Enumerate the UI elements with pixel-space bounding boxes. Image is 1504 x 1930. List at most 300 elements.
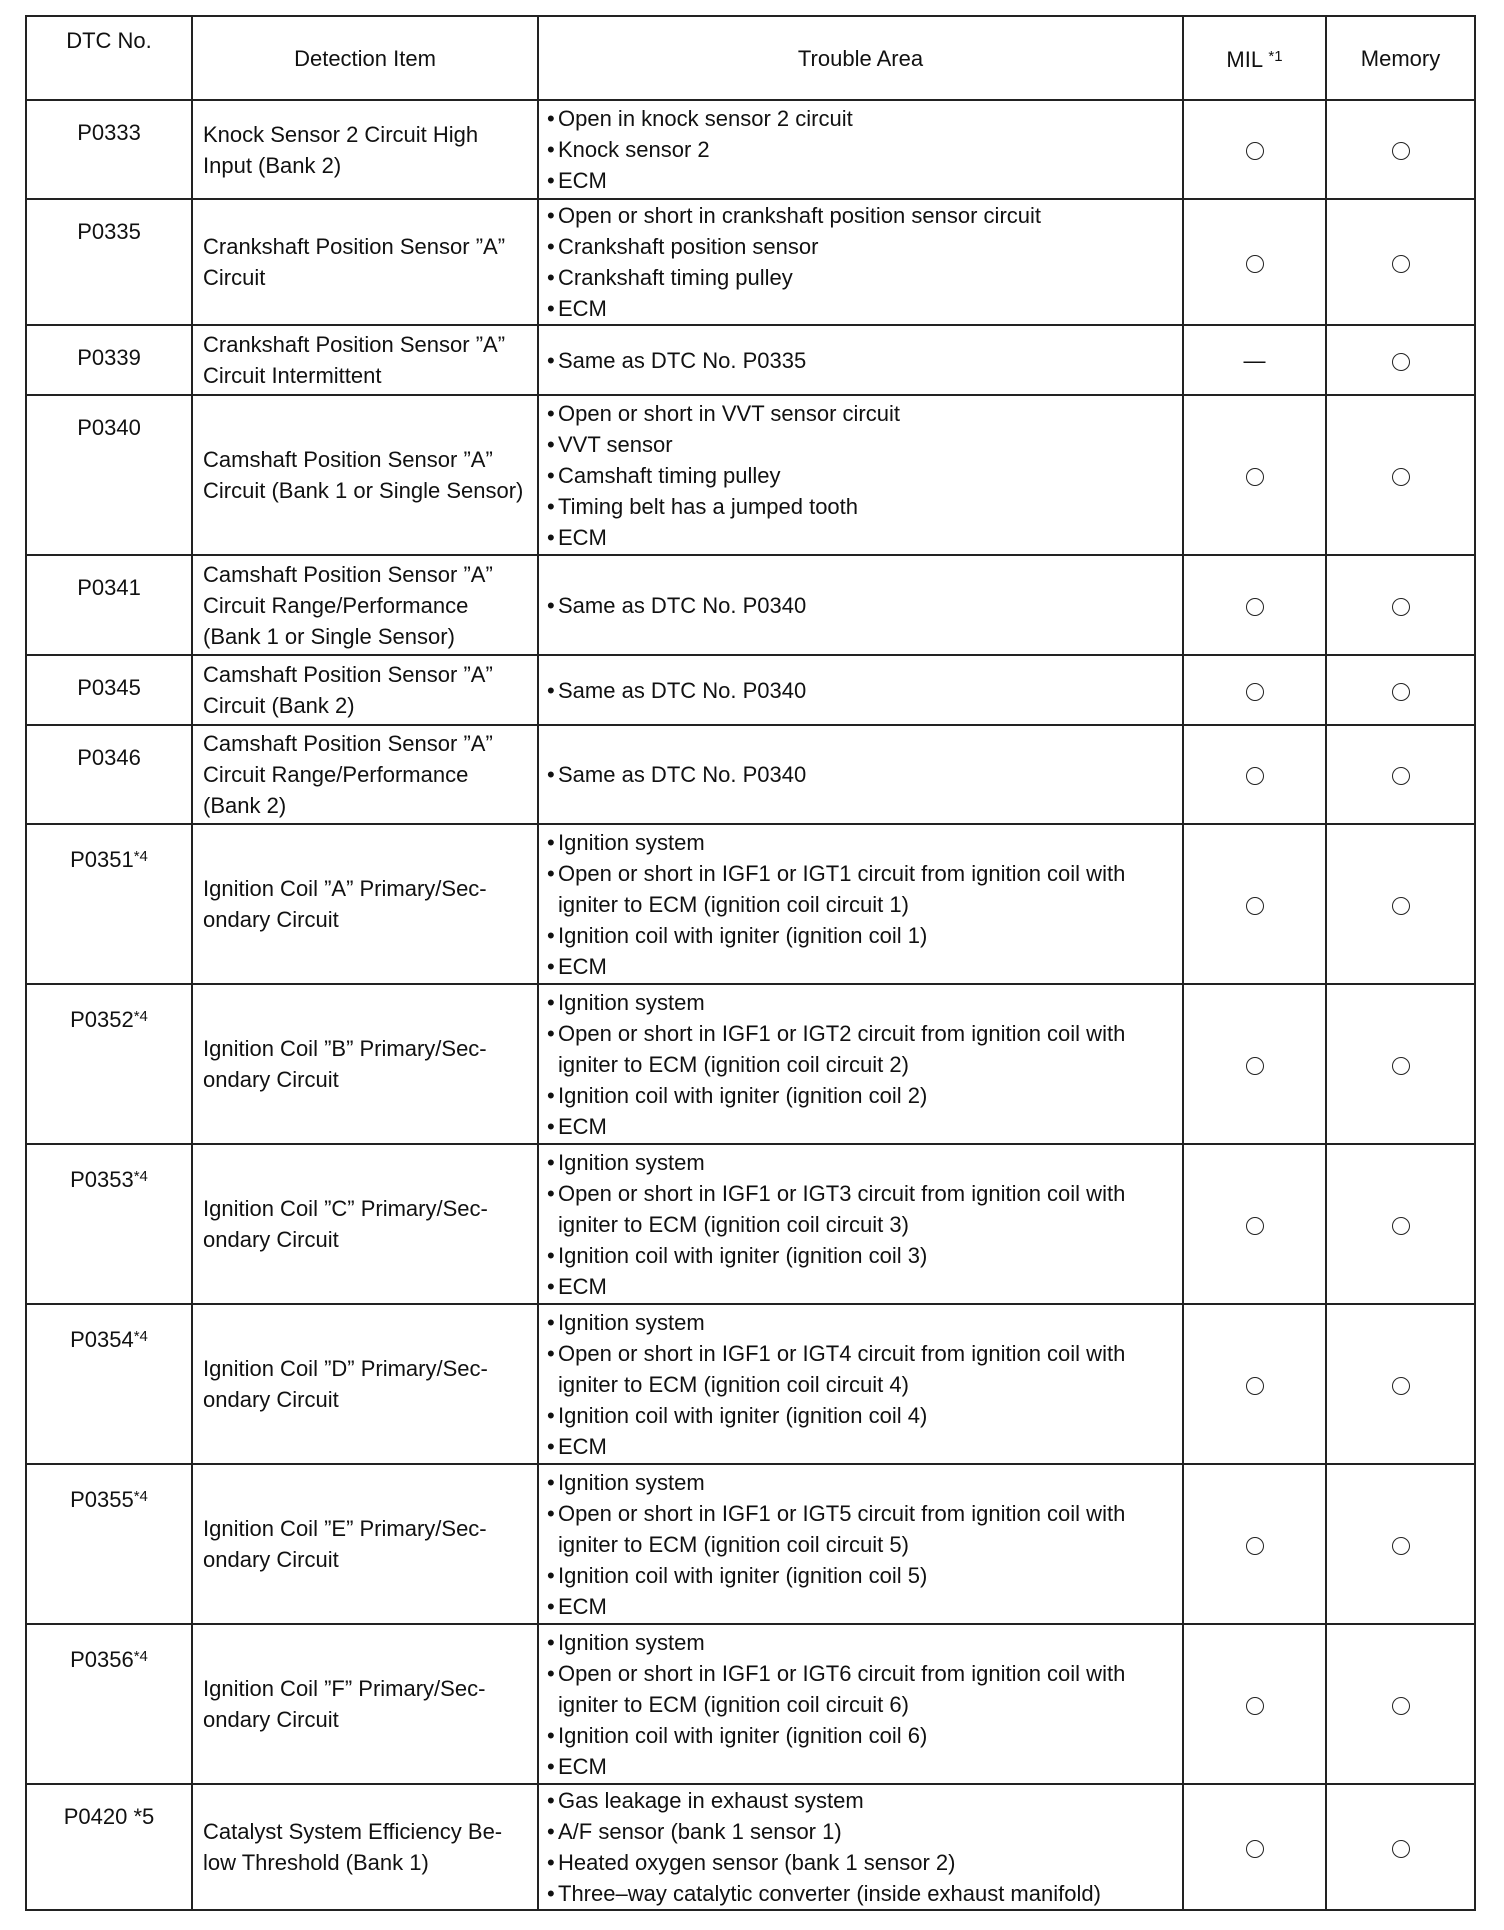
circle-mark-icon <box>1392 897 1410 915</box>
mil-cell <box>1183 984 1326 1144</box>
bullet-icon: • <box>547 1309 555 1335</box>
circle-mark-icon <box>1392 598 1410 616</box>
dtc-cell <box>26 199 192 325</box>
dtc-cell <box>26 1464 192 1624</box>
dtc-code: P0351 <box>70 847 134 872</box>
trouble-area-text: Ignition coil with igniter (ignition coil 3) <box>558 1242 928 1268</box>
trouble-area-item <box>547 262 1176 293</box>
detection-item-cell <box>192 1784 538 1910</box>
mil-cell <box>1183 1304 1326 1464</box>
header-detection-item: Detection Item <box>192 16 538 100</box>
header-trouble-area: Trouble Area <box>538 16 1183 100</box>
table-row <box>26 1464 1475 1624</box>
detection-item-line: Input (Bank 2) <box>203 152 342 178</box>
trouble-area-cell <box>538 655 1183 725</box>
bullet-icon: • <box>547 1340 555 1366</box>
detection-item-cell <box>192 1144 538 1304</box>
circle-mark-icon <box>1392 1217 1410 1235</box>
circle-mark-icon <box>1392 468 1410 486</box>
memory-cell <box>1326 1784 1475 1910</box>
trouble-area-item <box>547 1658 1176 1720</box>
trouble-area-text: Ignition coil with igniter (ignition coil 4) <box>558 1402 928 1428</box>
detection-item-line: Ignition Coil ”C” Primary/Sec- <box>203 1196 488 1221</box>
trouble-area-text: ECM <box>558 168 607 193</box>
dtc-cell <box>26 655 192 725</box>
detection-item-line: Circuit (Bank 1 or Single Sensor) <box>203 478 524 503</box>
trouble-area-text: ECM <box>558 1593 607 1619</box>
mil-cell <box>1183 199 1326 325</box>
trouble-area-item <box>547 231 1176 262</box>
trouble-area-cell <box>538 199 1183 325</box>
trouble-area-text: Heated oxygen sensor (bank 1 sensor 2) <box>558 1850 956 1875</box>
detection-item-cell <box>192 824 538 984</box>
circle-mark-icon <box>1246 598 1264 616</box>
trouble-area-text: Ignition coil with igniter (ignition coil 6) <box>558 1722 928 1748</box>
bullet-icon: • <box>547 265 555 290</box>
dtc-cell <box>26 1144 192 1304</box>
circle-mark-icon <box>1392 1840 1410 1858</box>
trouble-area-item <box>547 1878 1176 1909</box>
trouble-area-cell <box>538 824 1183 984</box>
detection-item-cell <box>192 395 538 555</box>
table-row <box>26 1784 1475 1910</box>
bullet-icon: • <box>547 1113 555 1139</box>
circle-mark-icon <box>1246 1840 1264 1858</box>
table-row <box>26 199 1475 325</box>
detection-item-line: ondary Circuit <box>203 907 339 932</box>
trouble-area-text: Ignition system <box>558 989 705 1015</box>
trouble-area-item <box>547 1307 1176 1338</box>
memory-cell <box>1326 199 1475 325</box>
bullet-icon: • <box>547 400 555 426</box>
header-mil <box>1183 16 1326 100</box>
dtc-code: P0356 <box>70 1647 134 1672</box>
trouble-area-item <box>547 987 1176 1018</box>
dtc-code: P0341 <box>77 575 141 600</box>
dtc-code: P0340 <box>77 415 141 440</box>
trouble-area-text: Camshaft timing pulley <box>558 462 781 488</box>
detection-item-line: Circuit Intermittent <box>203 363 382 388</box>
bullet-icon: • <box>547 1402 555 1428</box>
bullet-icon: • <box>547 1593 555 1619</box>
trouble-area-text: Ignition system <box>558 829 705 855</box>
trouble-area-text: Ignition system <box>558 1469 705 1495</box>
circle-mark-icon <box>1246 1057 1264 1075</box>
table-row <box>26 325 1475 395</box>
trouble-area-item <box>547 590 1176 621</box>
detection-item-line: Circuit Range/Performance <box>203 762 469 787</box>
circle-mark-icon <box>1392 353 1410 371</box>
circle-mark-icon <box>1246 1377 1264 1395</box>
dtc-cell <box>26 1304 192 1464</box>
header-mil-label: MIL <box>1226 47 1263 72</box>
detection-item-cell <box>192 325 538 395</box>
detection-item-line: ondary Circuit <box>203 1067 339 1092</box>
dtc-code: P0352 <box>70 1007 134 1032</box>
bullet-icon: • <box>547 1629 555 1655</box>
table-row <box>26 100 1475 199</box>
detection-item-line: ondary Circuit <box>203 1227 339 1252</box>
trouble-area-text: Same as DTC No. P0335 <box>558 347 807 373</box>
trouble-area-item <box>547 429 1176 460</box>
bullet-icon: • <box>547 1180 555 1206</box>
header-dtc: DTC No. <box>26 16 192 100</box>
bullet-icon: • <box>547 1722 555 1748</box>
trouble-area-text: Ignition coil with igniter (ignition coil 1) <box>558 922 928 948</box>
table-row <box>26 655 1475 725</box>
memory-cell <box>1326 824 1475 984</box>
dtc-cell <box>26 824 192 984</box>
bullet-icon: • <box>547 106 555 131</box>
trouble-area-text: ECM <box>558 1113 607 1139</box>
trouble-area-item <box>547 1847 1176 1878</box>
bullet-icon: • <box>547 462 555 488</box>
trouble-area-text: Knock sensor 2 <box>558 137 710 162</box>
bullet-icon: • <box>547 296 555 321</box>
trouble-area-item <box>547 1785 1176 1816</box>
trouble-area-cell <box>538 1784 1183 1910</box>
detection-item-line: ondary Circuit <box>203 1387 339 1412</box>
trouble-area-item <box>547 1018 1176 1080</box>
memory-cell <box>1326 555 1475 655</box>
bullet-icon: • <box>547 829 555 855</box>
trouble-area-item <box>547 491 1176 522</box>
bullet-icon: • <box>547 1433 555 1459</box>
trouble-area-item <box>547 1338 1176 1400</box>
trouble-area-cell <box>538 395 1183 555</box>
trouble-area-item <box>547 1627 1176 1658</box>
header-memory: Memory <box>1326 16 1475 100</box>
bullet-icon: • <box>547 1850 555 1875</box>
bullet-icon: • <box>547 1660 555 1686</box>
mil-cell <box>1183 1144 1326 1304</box>
detection-item-line: ondary Circuit <box>203 1547 339 1572</box>
dtc-code: P0335 <box>77 219 141 244</box>
circle-mark-icon <box>1246 897 1264 915</box>
circle-mark-icon <box>1246 767 1264 785</box>
bullet-icon: • <box>547 953 555 979</box>
trouble-area-text: Open or short in IGF1 or IGT1 circuit from ignition coil with igniter to ECM (ignition coil circuit 1) <box>558 860 1126 917</box>
trouble-area-item <box>547 920 1176 951</box>
dtc-code: P0420 *5 <box>63 1804 155 1829</box>
circle-mark-icon <box>1246 1697 1264 1715</box>
trouble-area-cell <box>538 1624 1183 1784</box>
trouble-area-item <box>547 1498 1176 1560</box>
trouble-area-text: Ignition system <box>558 1629 705 1655</box>
detection-item-line: Ignition Coil ”B” Primary/Sec- <box>203 1036 487 1061</box>
bullet-icon: • <box>547 1753 555 1779</box>
detection-item-line: Camshaft Position Sensor ”A” <box>203 561 493 587</box>
circle-mark-icon <box>1392 1697 1410 1715</box>
dtc-note: *4 <box>133 1328 148 1345</box>
mil-cell <box>1183 1464 1326 1624</box>
trouble-area-text: Open or short in IGF1 or IGT2 circuit from ignition coil with igniter to ECM (ignition coil circuit 2) <box>558 1020 1126 1077</box>
circle-mark-icon <box>1392 1377 1410 1395</box>
trouble-area-text: Open or short in VVT sensor circuit <box>558 400 900 426</box>
trouble-area-text: Gas leakage in exhaust system <box>558 1788 864 1813</box>
trouble-area-text: Open or short in IGF1 or IGT5 circuit from ignition coil with igniter to ECM (ignition coil circuit 5) <box>558 1500 1126 1557</box>
trouble-area-item <box>547 675 1176 706</box>
trouble-area-item <box>547 1816 1176 1847</box>
bullet-icon: • <box>547 592 555 618</box>
trouble-area-text: Same as DTC No. P0340 <box>558 762 807 787</box>
trouble-area-text: Crankshaft timing pulley <box>558 265 793 290</box>
circle-mark-icon <box>1246 255 1264 273</box>
dtc-cell <box>26 1624 192 1784</box>
detection-item-line: Catalyst System Efficiency Be- <box>203 1819 503 1844</box>
detection-item-cell <box>192 655 538 725</box>
trouble-area-cell <box>538 1464 1183 1624</box>
detection-item-line: Camshaft Position Sensor ”A” <box>203 731 493 756</box>
circle-mark-icon <box>1246 1537 1264 1555</box>
trouble-area-item <box>547 1400 1176 1431</box>
trouble-area-text: ECM <box>558 524 607 550</box>
mil-cell <box>1183 725 1326 824</box>
detection-item-line: Camshaft Position Sensor ”A” <box>203 662 493 687</box>
trouble-area-item <box>547 293 1176 324</box>
bullet-icon: • <box>547 1149 555 1175</box>
trouble-area-text: Ignition coil with igniter (ignition coil 5) <box>558 1562 928 1588</box>
trouble-area-cell <box>538 984 1183 1144</box>
table-row <box>26 1624 1475 1784</box>
trouble-area-text: ECM <box>558 1273 607 1299</box>
dtc-code: P0345 <box>77 675 141 700</box>
bullet-icon: • <box>547 1881 555 1906</box>
memory-cell <box>1326 1464 1475 1624</box>
trouble-area-text: Open or short in IGF1 or IGT6 circuit from ignition coil with igniter to ECM (ignition coil circuit 6) <box>558 1660 1126 1717</box>
dtc-note: *4 <box>133 1648 148 1665</box>
memory-cell <box>1326 655 1475 725</box>
trouble-area-text: ECM <box>558 296 607 321</box>
bullet-icon: • <box>547 677 555 703</box>
memory-cell <box>1326 725 1475 824</box>
trouble-area-cell <box>538 100 1183 199</box>
dtc-cell <box>26 325 192 395</box>
trouble-area-cell <box>538 725 1183 824</box>
trouble-area-text: Open or short in crankshaft position sensor circuit <box>558 203 1042 228</box>
trouble-area-item <box>547 759 1176 790</box>
dtc-code: P0346 <box>77 745 141 770</box>
header-row <box>26 16 1475 100</box>
bullet-icon: • <box>547 203 555 228</box>
table-row <box>26 824 1475 984</box>
trouble-area-item <box>547 1178 1176 1240</box>
trouble-area-text: Timing belt has a jumped tooth <box>558 493 859 519</box>
detection-item-line: Ignition Coil ”A” Primary/Sec- <box>203 876 487 901</box>
trouble-area-text: ECM <box>558 1753 607 1779</box>
detection-item-line: Circuit (Bank 2) <box>203 693 355 718</box>
dtc-cell <box>26 555 192 655</box>
circle-mark-icon <box>1246 1217 1264 1235</box>
detection-item-cell <box>192 555 538 655</box>
mil-cell <box>1183 1784 1326 1910</box>
bullet-icon: • <box>547 137 555 162</box>
dtc-code: P0354 <box>70 1327 134 1352</box>
circle-mark-icon <box>1246 468 1264 486</box>
trouble-area-text: Ignition coil with igniter (ignition coil 2) <box>558 1082 928 1108</box>
trouble-area-item <box>547 200 1176 231</box>
memory-cell <box>1326 325 1475 395</box>
trouble-area-text: Ignition system <box>558 1309 705 1335</box>
trouble-area-cell <box>538 1144 1183 1304</box>
detection-item-line: Ignition Coil ”E” Primary/Sec- <box>203 1516 487 1541</box>
mil-cell <box>1183 325 1326 395</box>
circle-mark-icon <box>1392 1537 1410 1555</box>
memory-cell <box>1326 1144 1475 1304</box>
header-mil-note: *1 <box>1268 48 1283 65</box>
trouble-area-item <box>547 460 1176 491</box>
detection-item-line: (Bank 1 or Single Sensor) <box>203 623 455 649</box>
bullet-icon: • <box>547 1469 555 1495</box>
dtc-code: P0339 <box>77 345 141 370</box>
table-row <box>26 555 1475 655</box>
mil-cell <box>1183 555 1326 655</box>
detection-item-line: Knock Sensor 2 Circuit High <box>203 121 479 147</box>
circle-mark-icon <box>1392 255 1410 273</box>
trouble-area-item <box>547 1080 1176 1111</box>
trouble-area-item <box>547 1560 1176 1591</box>
circle-mark-icon <box>1246 683 1264 701</box>
trouble-area-text: Same as DTC No. P0340 <box>558 592 807 618</box>
dtc-code: P0333 <box>77 120 141 145</box>
memory-cell <box>1326 1624 1475 1784</box>
dtc-cell <box>26 100 192 199</box>
trouble-area-item <box>547 165 1176 196</box>
bullet-icon: • <box>547 1562 555 1588</box>
bullet-icon: • <box>547 1242 555 1268</box>
bullet-icon: • <box>547 493 555 519</box>
trouble-area-text: ECM <box>558 953 607 979</box>
bullet-icon: • <box>547 1020 555 1046</box>
dtc-code: P0355 <box>70 1487 134 1512</box>
detection-item-line: Circuit <box>203 265 266 290</box>
dtc-cell <box>26 395 192 555</box>
trouble-area-item <box>547 858 1176 920</box>
dtc-cell <box>26 725 192 824</box>
bullet-icon: • <box>547 234 555 259</box>
trouble-area-text: A/F sensor (bank 1 sensor 1) <box>558 1819 842 1844</box>
dtc-note: *4 <box>133 1488 148 1505</box>
trouble-area-cell <box>538 1304 1183 1464</box>
trouble-area-item <box>547 522 1176 553</box>
bullet-icon: • <box>547 989 555 1015</box>
bullet-icon: • <box>547 922 555 948</box>
bullet-icon: • <box>547 860 555 886</box>
detection-item-line: low Threshold (Bank 1) <box>203 1850 429 1875</box>
trouble-area-item <box>547 1720 1176 1751</box>
dtc-table <box>25 15 1476 1911</box>
trouble-area-item <box>547 951 1176 982</box>
trouble-area-item <box>547 103 1176 134</box>
detection-item-cell <box>192 199 538 325</box>
detection-item-cell <box>192 1304 538 1464</box>
table-row <box>26 1304 1475 1464</box>
circle-mark-icon <box>1246 142 1264 160</box>
trouble-area-item <box>547 1240 1176 1271</box>
bullet-icon: • <box>547 1082 555 1108</box>
dtc-note: *4 <box>133 1168 148 1185</box>
bullet-icon: • <box>547 762 555 787</box>
dtc-cell <box>26 984 192 1144</box>
trouble-area-text: Ignition system <box>558 1149 705 1175</box>
detection-item-cell <box>192 1624 538 1784</box>
table-row <box>26 395 1475 555</box>
detection-item-line: Crankshaft Position Sensor ”A” <box>203 234 506 259</box>
dtc-code: P0353 <box>70 1167 134 1192</box>
mil-cell <box>1183 824 1326 984</box>
bullet-icon: • <box>547 1273 555 1299</box>
trouble-area-text: Open or short in IGF1 or IGT3 circuit from ignition coil with igniter to ECM (ignition coil circuit 3) <box>558 1180 1126 1237</box>
detection-item-line: Ignition Coil ”D” Primary/Sec- <box>203 1356 488 1381</box>
trouble-area-text: Open in knock sensor 2 circuit <box>558 106 853 131</box>
dash-mark: — <box>1243 347 1266 373</box>
trouble-area-item <box>547 1591 1176 1622</box>
memory-cell <box>1326 100 1475 199</box>
detection-item-line: ondary Circuit <box>203 1707 339 1732</box>
mil-cell <box>1183 100 1326 199</box>
memory-cell <box>1326 395 1475 555</box>
detection-item-line: Circuit Range/Performance <box>203 592 469 618</box>
detection-item-cell <box>192 1464 538 1624</box>
trouble-area-text: Three–way catalytic converter (inside exhaust manifold) <box>558 1881 1101 1906</box>
bullet-icon: • <box>547 168 555 193</box>
memory-cell <box>1326 1304 1475 1464</box>
circle-mark-icon <box>1392 683 1410 701</box>
circle-mark-icon <box>1392 1057 1410 1075</box>
bullet-icon: • <box>547 431 555 457</box>
detection-item-line: Ignition Coil ”F” Primary/Sec- <box>203 1676 486 1701</box>
detection-item-cell <box>192 100 538 199</box>
trouble-area-text: Same as DTC No. P0340 <box>558 677 807 703</box>
trouble-area-text: Crankshaft position sensor <box>558 234 819 259</box>
mil-cell <box>1183 395 1326 555</box>
memory-cell <box>1326 984 1475 1144</box>
mil-cell <box>1183 655 1326 725</box>
trouble-area-item <box>547 1147 1176 1178</box>
trouble-area-item <box>547 1751 1176 1782</box>
dtc-note: *4 <box>133 848 148 865</box>
trouble-area-item <box>547 134 1176 165</box>
circle-mark-icon <box>1392 767 1410 785</box>
detection-item-line: (Bank 2) <box>203 793 287 818</box>
bullet-icon: • <box>547 1788 555 1813</box>
bullet-icon: • <box>547 524 555 550</box>
detection-item-line: Camshaft Position Sensor ”A” <box>203 447 493 472</box>
trouble-area-item <box>547 1467 1176 1498</box>
bullet-icon: • <box>547 1500 555 1526</box>
detection-item-cell <box>192 725 538 824</box>
circle-mark-icon <box>1392 142 1410 160</box>
table-row <box>26 984 1475 1144</box>
trouble-area-item <box>547 398 1176 429</box>
trouble-area-item <box>547 1111 1176 1142</box>
trouble-area-text: ECM <box>558 1433 607 1459</box>
trouble-area-item <box>547 827 1176 858</box>
trouble-area-item <box>547 1431 1176 1462</box>
mil-cell <box>1183 1624 1326 1784</box>
trouble-area-text: VVT sensor <box>558 431 673 457</box>
bullet-icon: • <box>547 347 555 373</box>
bullet-icon: • <box>547 1819 555 1844</box>
trouble-area-cell <box>538 325 1183 395</box>
trouble-area-item <box>547 1271 1176 1302</box>
dtc-note: *4 <box>133 1008 148 1025</box>
trouble-area-cell <box>538 555 1183 655</box>
trouble-area-item <box>547 345 1176 376</box>
detection-item-line: Crankshaft Position Sensor ”A” <box>203 332 506 357</box>
table-row <box>26 1144 1475 1304</box>
table-row <box>26 725 1475 824</box>
